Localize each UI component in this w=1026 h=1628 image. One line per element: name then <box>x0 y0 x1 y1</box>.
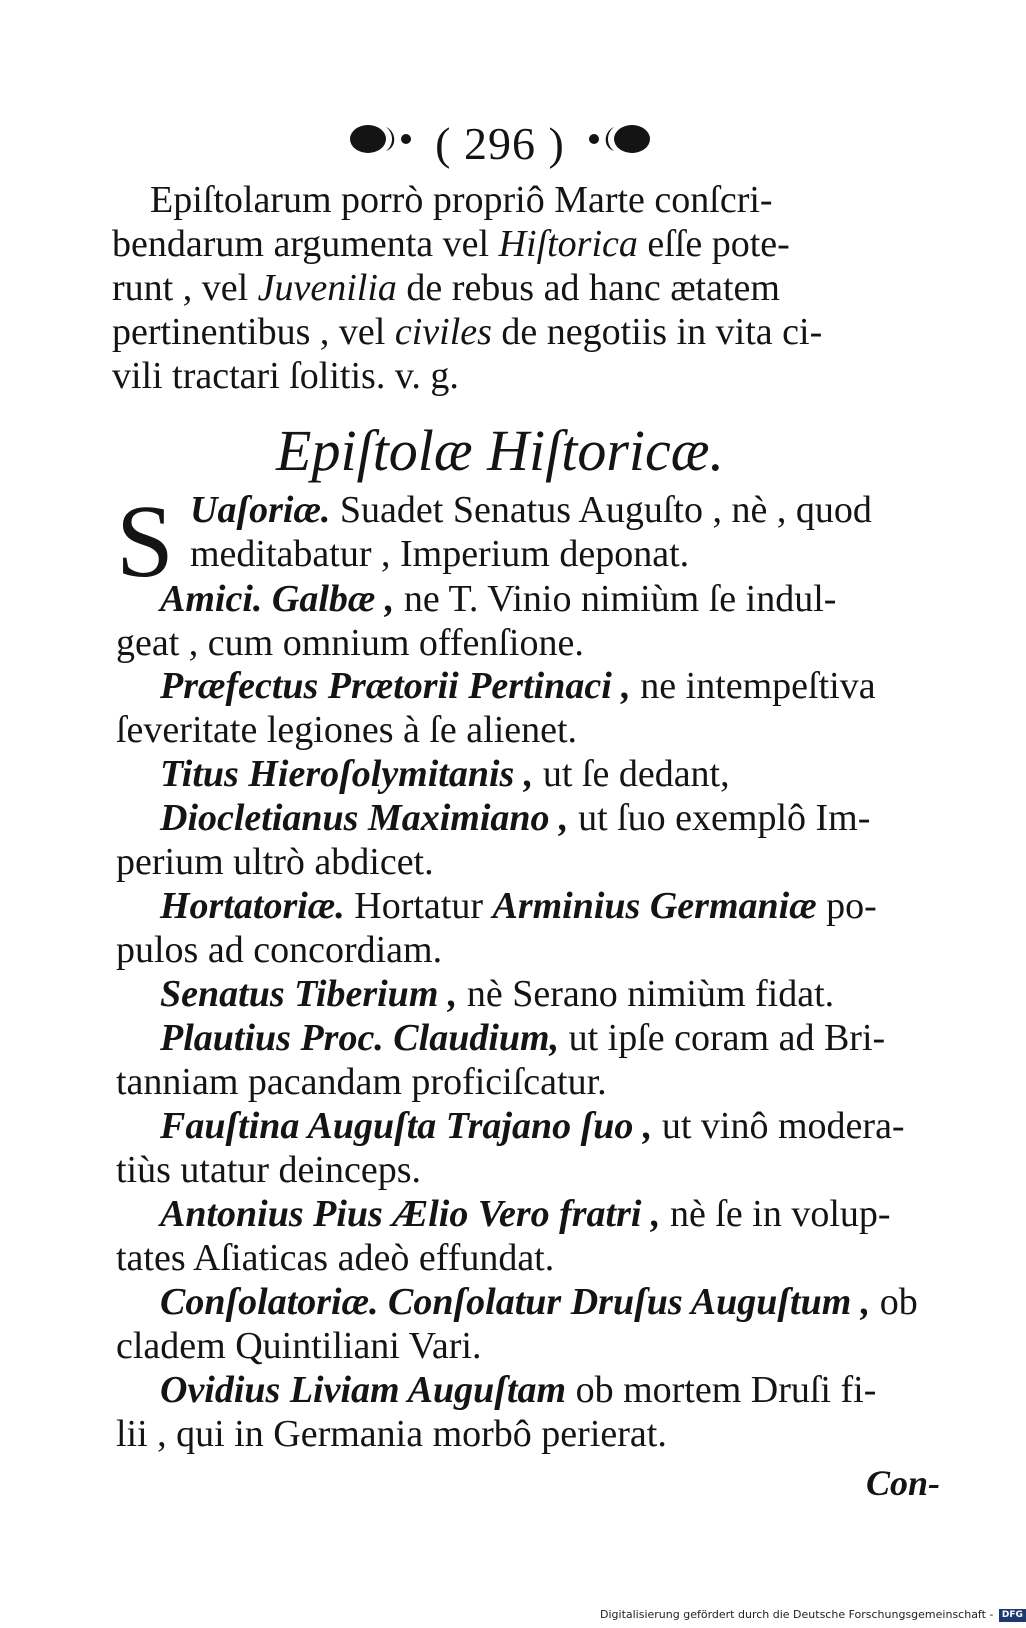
digitization-footer <box>600 1608 1026 1622</box>
entry-text: Suadet Senatus Auguſto , nè , quod <box>339 489 872 531</box>
entry-amici <box>160 577 836 621</box>
intro-line-2 <box>112 222 790 266</box>
fleuron-left-icon <box>346 116 416 172</box>
entry-name: Arminius Germaniæ <box>492 885 817 927</box>
intro-text: de negotiis in vita ci- <box>501 311 823 353</box>
entry-consolatoria <box>160 1280 918 1324</box>
intro-emphasis-juvenilia: Juvenilia <box>257 267 397 309</box>
entry-ovidius <box>160 1368 876 1412</box>
entry-suasoria <box>190 488 872 532</box>
section-heading: Epiſtolæ Hiſtoricæ. <box>276 418 724 483</box>
entry-line: cladem Quintiliani Vari. <box>116 1325 482 1367</box>
entry-antonius <box>160 1192 891 1236</box>
drop-cap: S <box>116 484 174 599</box>
page-header <box>0 112 1000 172</box>
entry-line: tanniam pacandam proficiſcatur. <box>116 1061 607 1103</box>
entry-label: Præfectus Prætorii Pertinaci , <box>160 665 631 707</box>
entry-label: Fauſtina Auguſta Trajano ſuo , <box>160 1105 653 1147</box>
intro-line-5: vili tractari ſolitis. v. g. <box>112 355 459 397</box>
entry-text: ne intempeſtiva <box>640 665 876 707</box>
entry-titus <box>160 752 730 796</box>
entry-text: nè ſe in volup- <box>669 1193 891 1235</box>
entry-label: Titus Hieroſolymitanis , <box>160 753 534 795</box>
entry-label: Hortatoriæ. <box>160 885 345 927</box>
entry-line: tiùs utatur deinceps. <box>116 1149 421 1191</box>
entry-text: ut vinô modera- <box>661 1105 905 1147</box>
entry-line: tates Aſiaticas adeò effundat. <box>116 1237 555 1279</box>
entry-label: Plautius Proc. Claudium, <box>160 1017 560 1059</box>
intro-line-1: Epiſtolarum porrò propriô Marte conſcri- <box>150 179 773 221</box>
entry-senatus <box>160 972 834 1016</box>
entry-praefectus <box>160 664 876 708</box>
entry-line: geat , cum omnium offenſione. <box>116 622 584 664</box>
page-number: ( 296 ) <box>435 118 565 170</box>
entry-label: Antonius Pius Ælio Vero fratri , <box>160 1193 661 1235</box>
entry-diocletianus <box>160 796 870 840</box>
entry-line: pulos ad concordiam. <box>116 929 443 971</box>
entry-text: ob <box>879 1281 918 1323</box>
entry-text: ob mortem Druſi fi- <box>575 1369 877 1411</box>
intro-text: eſſe pote- <box>647 223 790 265</box>
intro-line-3 <box>112 266 780 310</box>
entry-text: Hortatur <box>354 885 483 927</box>
entry-line: meditabatur , Imperium deponat. <box>190 533 690 575</box>
intro-text: runt , vel <box>112 267 249 309</box>
entry-text: nè Serano nimiùm fidat. <box>466 973 835 1015</box>
intro-text: bendarum argumenta vel <box>112 223 490 265</box>
entry-label: Ovidius Liviam Auguſtam <box>160 1369 567 1411</box>
entry-text: ut ſe dedant, <box>542 753 730 795</box>
entry-text: po- <box>826 885 877 927</box>
intro-emphasis-civiles: civiles <box>394 311 492 353</box>
entry-text: ut ſuo exemplô Im- <box>578 797 871 839</box>
catchword: Con- <box>865 1463 940 1503</box>
entry-label: Uaſoriæ. <box>190 489 331 531</box>
entry-faustina <box>160 1104 905 1148</box>
intro-line-4 <box>112 310 822 354</box>
intro-text: pertinentibus , vel <box>112 311 386 353</box>
dfg-logo: DFG <box>999 1609 1026 1622</box>
entry-line: ſeveritate legiones à ſe alienet. <box>116 709 578 751</box>
entry-label: Senatus Tiberium , <box>160 973 458 1015</box>
entry-label: Diocletianus Maximiano , <box>160 797 569 839</box>
entry-line: perium ultrò abdicet. <box>116 841 434 883</box>
entry-label: Conſolatoriæ. Conſolatur Druſus Auguſtum , <box>160 1281 871 1323</box>
footer-text: Digitalisierung gefördert durch die Deutsche Forschungsgemeinschaft - <box>600 1608 994 1621</box>
entry-label: Amici. Galbæ , <box>160 578 395 620</box>
intro-text: de rebus ad hanc ætatem <box>406 267 780 309</box>
intro-emphasis-historica: Hiſtorica <box>498 223 638 265</box>
fleuron-right-icon <box>584 116 654 172</box>
entry-plautius <box>160 1016 885 1060</box>
entry-line: lii , qui in Germania morbô perierat. <box>116 1413 667 1455</box>
entry-text: ne T. Vinio nimiùm ſe indul- <box>403 578 837 620</box>
entry-text: ut ipſe coram ad Bri- <box>568 1017 886 1059</box>
entry-hortatoria <box>160 884 877 928</box>
